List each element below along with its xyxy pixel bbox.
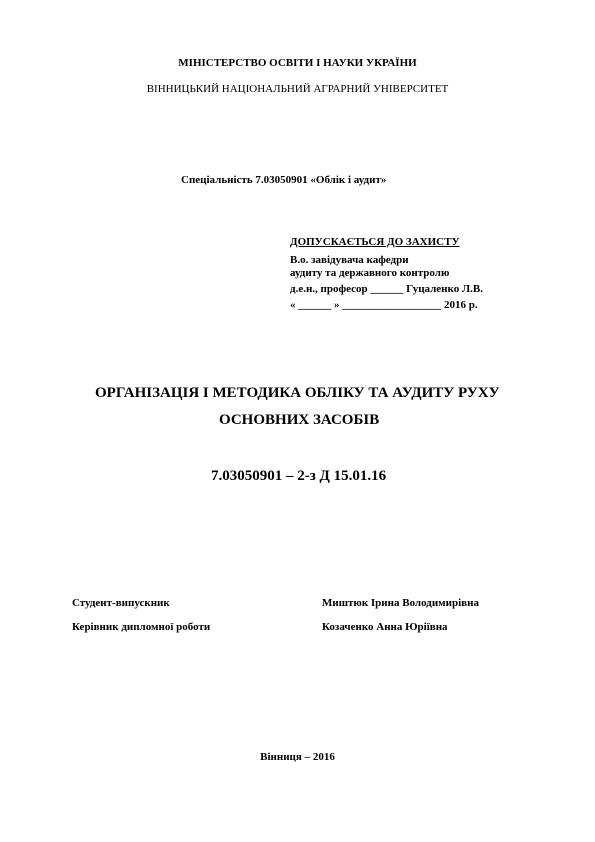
approval-date: « ______ » __________________ 2016 р. [290, 299, 478, 311]
approval-title: ДОПУСКАЄТЬСЯ ДО ЗАХИСТУ [290, 236, 460, 248]
approval-signatory: д.е.н., професор ______ Гуцаленко Л.В. [290, 283, 483, 295]
approval-department: аудиту та державного контролю [290, 267, 450, 279]
supervisor-name: Козаченко Анна Юріївна [322, 621, 448, 633]
thesis-title-line1: ОРГАНІЗАЦІЯ І МЕТОДИКА ОБЛІКУ ТА АУДИТУ РУХУ [95, 385, 500, 401]
supervisor-label: Керівник дипломної роботи [72, 621, 211, 633]
specialty-line: Спеціальність 7.03050901 «Облік і аудит» [181, 174, 387, 186]
student-label: Студент-випускник [72, 597, 170, 609]
approval-position: В.о. завідувача кафедри [290, 254, 409, 266]
ministry-heading: МІНІСТЕРСТВО ОСВІТИ І НАУКИ УКРАЇНИ [178, 57, 417, 69]
student-name: Миштюк Ірина Володимирівна [322, 597, 479, 609]
thesis-code: 7.03050901 – 2-з Д 15.01.16 [211, 468, 387, 484]
thesis-title-line2: ОСНОВНИХ ЗАСОБІВ [219, 412, 380, 428]
place-year: Вінниця – 2016 [260, 751, 335, 763]
university-heading: ВІННИЦЬКИЙ НАЦІОНАЛЬНИЙ АГРАРНИЙ УНІВЕРСИТЕТ [146, 83, 449, 95]
